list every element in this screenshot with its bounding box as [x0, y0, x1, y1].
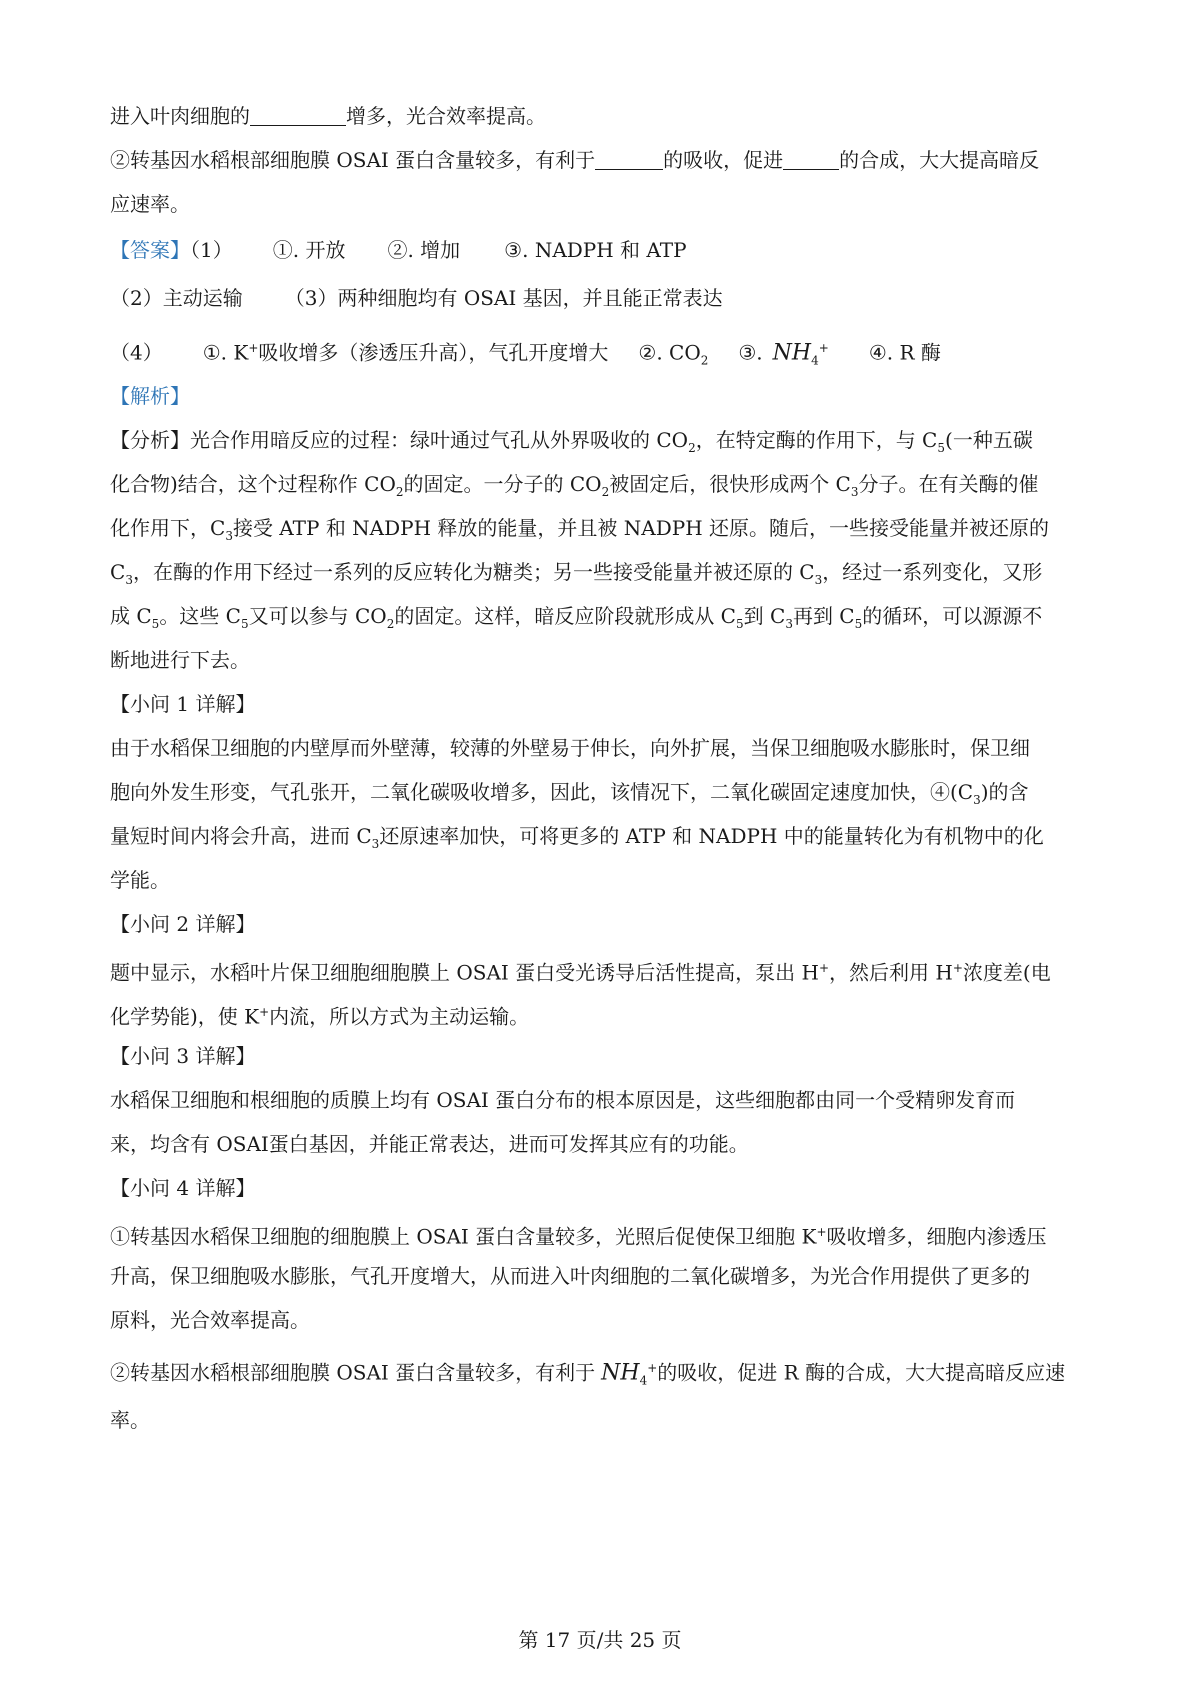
text-run: 应速率。 [110, 192, 190, 216]
subscript: 4 [639, 1373, 648, 1388]
page-footer [0, 1624, 1200, 1653]
text-run: 到 C [743, 604, 786, 628]
analysis-tag: 【解析】 [110, 384, 190, 408]
heading-text: 【小问 4 详解】 [110, 1176, 256, 1200]
subscript: 5 [854, 617, 863, 631]
subscript: 5 [736, 617, 744, 631]
text-run: 水稻保卫细胞和根细胞的质膜上均有 OSAI 蛋白分布的根本原因是，这些细胞都由同一个受精卵发育而 [110, 1088, 1016, 1112]
analysis-line [110, 594, 1100, 638]
superscript: + [818, 341, 829, 355]
subscript: 3 [785, 617, 793, 631]
text-run: 再到 C [792, 604, 855, 628]
subquestion-heading [110, 1166, 1100, 1210]
q1-answer-c: ③. NADPH 和 ATP [504, 238, 687, 262]
text-run: 。这些 C [159, 604, 241, 628]
detail-line [110, 814, 1100, 858]
detail-line [110, 990, 1100, 1034]
text-run: 由于水稻保卫细胞的内壁厚而外壁薄，较薄的外壁易于伸长，向外扩展，当保卫细胞吸水膨胀时，保卫细 [110, 736, 1030, 760]
text-line [110, 94, 1100, 138]
text-run: 吸收增多，细胞内渗透压 [826, 1224, 1047, 1249]
subscript: 4 [811, 353, 819, 368]
subquestion-heading [110, 902, 1100, 946]
subscript: 5 [937, 441, 946, 455]
superscript: + [952, 961, 963, 975]
subquestion-heading [110, 1034, 1100, 1078]
subscript: 3 [973, 793, 981, 807]
text-run: 升高，保卫细胞吸水膨胀，气孔开度增大，从而进入叶肉细胞的二氧化碳增多，为光合作用提供了更多的 [110, 1264, 1030, 1288]
subscript: 3 [125, 573, 133, 587]
text-run: C [110, 560, 126, 584]
text-run: 胞向外发生形变，气孔张开，二氧化碳吸收增多，因此，该情况下，二氧化碳固定速度加快，④(C [110, 780, 974, 804]
text-run: 题中显示，水稻叶片保卫细胞细胞膜上 OSAI 蛋白受光诱导后活性提高，泵出 H [110, 960, 819, 985]
text-run: ②转基因水稻根部细胞膜 OSAI 蛋白含量较多，有利于 [110, 148, 596, 172]
q2-answer: （2）主动运输 [110, 286, 243, 310]
text-run: 断地进行下去。 [110, 648, 250, 672]
text-run: ，经过一系列变化，又形 [822, 560, 1043, 584]
q4-label: （4） [110, 340, 163, 365]
detail-line [110, 1210, 1100, 1254]
heading-text: 【小问 1 详解】 [110, 692, 256, 716]
text-run: 率。 [110, 1408, 150, 1432]
ammonium-formula: NH [772, 340, 812, 366]
text-run: 来，均含有 OSAI蛋白基因，并能正常表达，进而可发挥其应有的功能。 [110, 1132, 749, 1156]
detail-line [110, 1254, 1100, 1298]
document-body [110, 94, 1100, 1446]
subscript: 3 [225, 529, 233, 543]
superscript: + [818, 961, 830, 975]
subscript: 2 [700, 353, 709, 368]
text-run: ，然后利用 H [829, 960, 953, 985]
heading-text: 【小问 2 详解】 [110, 912, 256, 936]
q4-answer-b: ②. CO [638, 340, 701, 365]
answer-blank [250, 105, 346, 126]
subscript: 3 [850, 485, 859, 499]
analysis-line [110, 462, 1100, 506]
text-run: 增多，光合效率提高。 [346, 104, 546, 128]
text-run: (一种五碳 [945, 428, 1033, 452]
text-run: 被固定后，很快形成两个 C [609, 472, 851, 496]
analysis-line [110, 506, 1100, 550]
q3-answer: （3）两种细胞均有 OSAI 基因，并且能正常表达 [284, 286, 723, 310]
analysis-line [110, 638, 1100, 682]
heading-text: 【小问 3 详解】 [110, 1044, 256, 1068]
superscript: + [816, 1225, 827, 1239]
subscript: 2 [688, 441, 696, 455]
detail-line [110, 946, 1100, 990]
text-run: ①转基因水稻保卫细胞的细胞膜上 OSAI 蛋白含量较多，光照后促使保卫细胞 K [110, 1224, 817, 1249]
superscript: + [647, 1361, 658, 1375]
detail-line [110, 726, 1100, 770]
text-run: 进入叶肉细胞的 [110, 104, 250, 128]
superscript: + [259, 1005, 270, 1019]
detail-line [110, 858, 1100, 902]
page-number: 第 17 页/共 25 页 [518, 1628, 682, 1652]
text-run: ②转基因水稻根部细胞膜 OSAI 蛋白含量较多，有利于 [110, 1360, 596, 1385]
q1-label: （1） [190, 238, 233, 262]
text-run: 的吸收，促进 R 酶的合成，大大提高暗反应速 [657, 1360, 1066, 1385]
answer-line-1 [110, 226, 1100, 274]
q1-answer-b: ②. 增加 [387, 238, 461, 262]
detail-line [110, 1298, 1100, 1342]
text-run: 原料，光合效率提高。 [110, 1308, 310, 1332]
superscript: + [248, 341, 259, 355]
detail-line [110, 1078, 1100, 1122]
text-run: 分子。在有关酶的催 [858, 472, 1039, 496]
text-run: 学能。 [110, 868, 170, 892]
text-run: 浓度差(电 [962, 960, 1051, 985]
subscript: 3 [814, 573, 823, 587]
text-run: ，在酶的作用下经过一系列的反应转化为糖类；另一些接受能量并被还原的 C [132, 560, 815, 584]
q4-answer-a: ①. K [202, 340, 249, 365]
analysis-heading [110, 374, 1100, 418]
subscript: 5 [151, 617, 160, 631]
q4-answer-a-rest: 吸收增多（渗透压升高），气孔开度增大 [258, 340, 609, 365]
text-run: 化作用下，C [110, 516, 226, 540]
text-run: 又可以参与 CO [248, 604, 387, 628]
text-run: 量短时间内将会升高，进而 C [110, 824, 372, 848]
subscript: 2 [386, 617, 395, 631]
text-run: 的固定。这样，暗反应阶段就形成从 C [394, 604, 736, 628]
q1-answer-a: ①. 开放 [272, 238, 346, 262]
answer-line-4 [110, 322, 1100, 374]
answer-blank [783, 149, 839, 170]
text-run: 成 C [110, 604, 152, 628]
detail-line [110, 770, 1100, 814]
detail-line [110, 1394, 1100, 1446]
q4-answer-c: ③. [738, 340, 763, 365]
subscript: 3 [371, 837, 380, 851]
detail-line [110, 1122, 1100, 1166]
subscript: 2 [601, 485, 610, 499]
subscript: 2 [395, 485, 404, 499]
text-run: 【分析】光合作用暗反应的过程：绿叶通过气孔从外界吸收的 CO [110, 428, 689, 452]
text-run: )的含 [980, 780, 1029, 804]
text-line [110, 182, 1100, 226]
subscript: 5 [240, 617, 249, 631]
q4-answer-d: ④. R 酶 [868, 340, 941, 365]
text-line [110, 138, 1100, 182]
text-run: 的合成，大大提高暗反 [839, 148, 1040, 172]
text-run: 接受 ATP 和 NADPH 释放的能量，并且被 NADPH 还原。随后，一些接受能量并被还原的 [232, 516, 1049, 540]
text-run: 的循环，可以源源不 [862, 604, 1043, 628]
subquestion-heading [110, 682, 1100, 726]
text-run: 化学势能)，使 K [110, 1004, 260, 1029]
answer-blank [595, 149, 663, 170]
text-run: 还原速率加快，可将更多的 ATP 和 NADPH 中的能量转化为有机物中的化 [379, 824, 1044, 848]
detail-line [110, 1342, 1100, 1394]
text-run: ，在特定酶的作用下，与 C [695, 428, 938, 452]
ammonium-formula: NH [601, 1360, 640, 1386]
text-run: 的吸收，促进 [663, 148, 784, 172]
analysis-line [110, 418, 1100, 462]
text-run: 的固定。一分子的 CO [403, 472, 602, 496]
text-run: 化合物)结合，这个过程称作 CO [110, 472, 396, 496]
text-run: 内流，所以方式为主动运输。 [269, 1004, 530, 1029]
answer-tag: 【答案】 [110, 238, 190, 262]
answer-line-2 [110, 274, 1100, 322]
analysis-line [110, 550, 1100, 594]
